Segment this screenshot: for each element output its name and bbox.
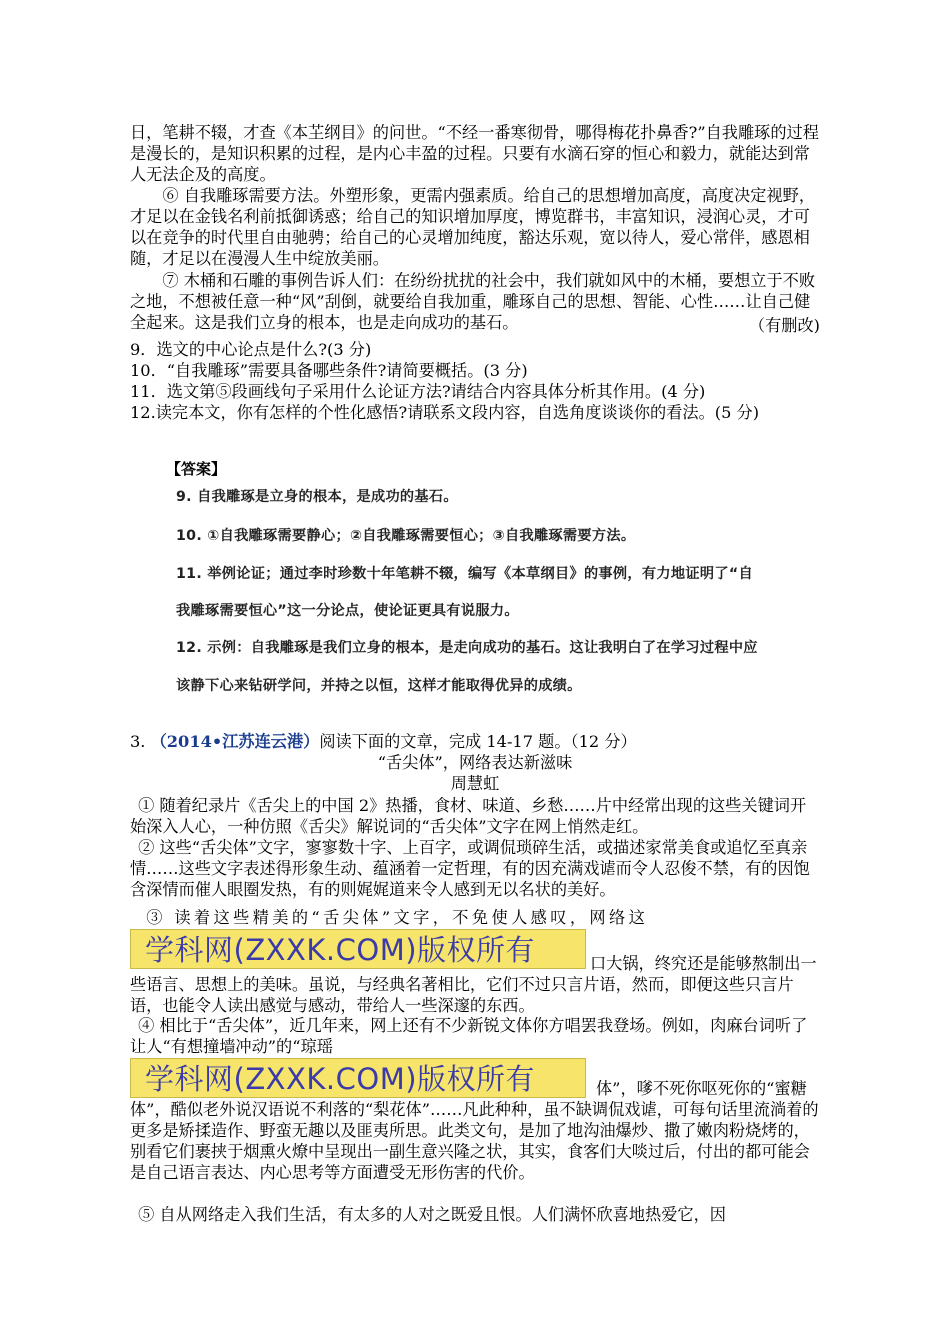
answer-12-line1: 12. 示例：自我雕琢是我们立身的根本，是走向成功的基石。这让我明白了在学习过程中应: [176, 640, 758, 656]
article-paragraph-3-start: ③ 读着这些精美的“舌尖体”文字，不免使人感叹，网络这: [146, 908, 649, 927]
source-link[interactable]: （2014•江苏连云港）: [150, 732, 320, 751]
article-paragraph-4-rest: 体”，嗲不死你呕死你的“蜜糖体”，酷似老外说汉语说不利落的“梨花体”……凡此种种，虽不缺调侃戏谑，可每句话里流淌着的更多是矫揉造作、野蛮无趣以及匪夷所思。此类文句，是加了地沟油爆炒、撒了嫩肉粉烧烤的，别看它们裹挟于烟熏火燎中呈现出一副生意兴隆之状，其实，食客们大啖过后，付出的都可能会是自己语言表达、内心思考等方面遭受无形伤害的代价。: [130, 1079, 819, 1182]
watermark-banner: 学科网(ZXXK.COM)版权所有: [130, 929, 586, 969]
section-instruction: 阅读下面的文章，完成 14-17 题。（12 分）: [319, 732, 637, 751]
passage-paragraph-6: ⑥ 自我雕琢需要方法。外塑形象，更需内强素质。给自己的思想增加高度，高度决定视野，才足以在金钱名利前抵御诱惑；给自己的知识增加厚度，博览群书，丰富知识，浸润心灵，才可以在竞争的时代里自由驰骋；给自己的心灵增加纯度，豁达乐观，宽以待人，爱心常伴，感恩相随，才足以在漫漫人生中绽放美丽。: [130, 186, 816, 268]
article-author: 周慧虹: [450, 774, 500, 793]
answer-12-line2: 该静下心来钻研学问，并持之以恒，这样才能取得优异的成绩。: [176, 678, 582, 694]
passage-paragraph-5-end: 日，笔耕不辍，才查《本芏纲目》的问世。“不经一番寒彻骨，哪得梅花扑鼻香?”自我雕琢的过程是漫长的，是知识积累的过程，是内心丰盈的过程。只要有水滴石穿的恒心和毅力，就能达到常人无法企及的高度。: [130, 123, 819, 184]
answer-10: 10. ①自我雕琢需要静心；②自我雕琢需要恒心；③自我雕琢需要方法。: [176, 528, 636, 544]
article-paragraph-3-rest: 口大锅，终究还是能够熬制出一些语言、思想上的美味。虽说，与经典名著相比，它们不过只言片语，然而，即便这些只言片语，也能令人读出感觉与感动，带给人一些深邃的东西。: [130, 954, 817, 1015]
answer-9: 9. 自我雕琢是立身的根本，是成功的基石。: [176, 489, 458, 505]
answer-11-line2: 我雕琢需要恒心”这一分论点，使论证更具有说服力。: [176, 603, 519, 619]
question-11: 11．选文第⑤段画线句子采用什么论证方法?请结合内容具体分析其作用。(4 分): [130, 382, 706, 401]
article-paragraph-4-start: ④ 相比于“舌尖体”，近几年来，网上还有不少新锐文体你方唱罢我登场。例如，肉麻台词听了让人“有想撞墙冲动”的“琼瑶: [130, 1016, 808, 1056]
watermark-banner-2: 学科网(ZXXK.COM)版权所有: [130, 1058, 586, 1098]
question-12: 12.读完本文，你有怎样的个性化感悟?请联系文段内容，自选角度谈谈你的看法。(5 分): [130, 403, 760, 422]
article-paragraph-5: ⑤ 自从网络走入我们生活，有太多的人对之既爱且恨。人们满怀欣喜地热爱它，因: [138, 1205, 726, 1224]
answer-label: 【答案】: [166, 460, 227, 478]
question-10: 10．“自我雕琢”需要具备哪些条件?请简要概括。(3 分): [130, 361, 528, 380]
article-paragraph-1: ① 随着纪录片《舌尖上的中国 2》热播，食材、味道、乡愁……片中经常出现的这些关键词开始深入人心，一种仿照《舌尖》解说词的“舌尖体”文字在网上悄然走红。: [130, 796, 807, 836]
answer-11-line1: 11. 举例论证；通过李时珍数十年笔耕不辍，编写《本草纲目》的事例，有力地证明了“自: [176, 566, 753, 582]
edit-note: （有删改): [748, 316, 820, 335]
section-number: 3.: [130, 732, 146, 751]
section-3-heading: [130, 731, 830, 752]
article-paragraph-2: ② 这些“舌尖体”文字，寥寥数十字、上百字，或调侃琐碎生活，或描述家常美食或追忆至真亲情……这些文字表述得形象生动、蕴涵着一定哲理，有的因充满戏谑而令人忍俊不禁，有的因饱含深情而催人眼圈发热，有的则娓娓道来令人感到无以名状的美好。: [130, 838, 810, 899]
passage-paragraph-7: ⑦ 木桶和石雕的事例告诉人们：在纷纷扰扰的社会中，我们就如风中的木桶，要想立于不败之地，不想被任意一种“风”刮倒，就要给自我加重，雕琢自己的思想、智能、心性……让自己健全起来。这是我们立身的根本，也是走向成功的基石。: [130, 271, 816, 332]
question-9: 9．选文的中心论点是什么?(3 分): [130, 340, 372, 359]
article-title: “舌尖体”，网络表达新滋味: [377, 753, 573, 772]
